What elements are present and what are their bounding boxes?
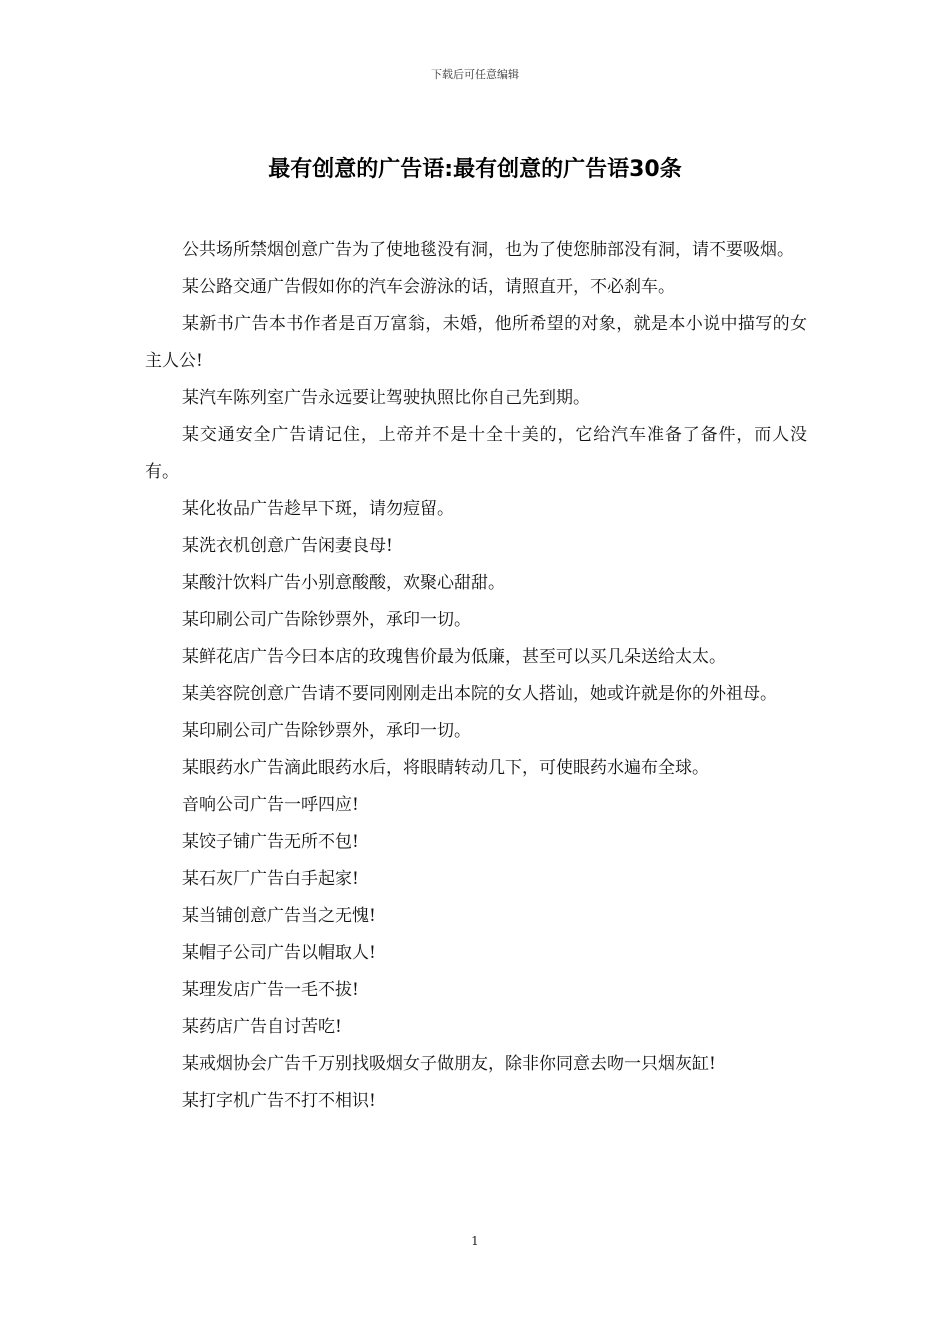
body-paragraph: 某汽车陈列室广告永远要让驾驶执照比你自己先到期。 — [182, 388, 590, 408]
page-number: 1 — [471, 1234, 479, 1248]
body-paragraph: 某美容院创意广告请不要同刚刚走出本院的女人搭讪，她或许就是你的外祖母。 — [182, 684, 777, 704]
body-paragraph: 某洗衣机创意广告闲妻良母! — [182, 536, 393, 556]
body-paragraph: 某印刷公司广告除钞票外，承印一切。 — [182, 721, 471, 741]
body-paragraph: 某饺子铺广告无所不包! — [182, 832, 359, 852]
body-paragraph: 某眼药水广告滴此眼药水后，将眼睛转动几下，可使眼药水遍布全球。 — [182, 758, 709, 778]
page-header-note: 下载后可任意编辑 — [431, 68, 519, 81]
body-paragraph: 某当铺创意广告当之无愧! — [182, 906, 376, 926]
body-paragraph: 某印刷公司广告除钞票外，承印一切。 — [182, 610, 471, 630]
body-paragraph: 某打字机广告不打不相识! — [182, 1091, 376, 1111]
body-paragraph: 某交通安全广告请记住，上帝并不是十全十美的，它给汽车准备了备件，而人没有。 — [145, 425, 807, 482]
body-paragraph: 某戒烟协会广告千万别找吸烟女子做朋友，除非你同意去吻一只烟灰缸! — [182, 1054, 716, 1074]
body-paragraph: 某酸汁饮料广告小别意酸酸，欢聚心甜甜。 — [182, 573, 505, 593]
body-paragraph: 某理发店广告一毛不拔! — [182, 980, 359, 1000]
body-paragraph: 某石灰厂广告白手起家! — [182, 869, 359, 889]
body-paragraph: 某化妆品广告趁早下斑，请勿痘留。 — [182, 499, 454, 519]
body-paragraph: 音响公司广告一呼四应! — [182, 795, 359, 815]
body-paragraph: 公共场所禁烟创意广告为了使地毯没有洞，也为了使您肺部没有洞，请不要吸烟。 — [182, 240, 794, 260]
document-title: 最有创意的广告语:最有创意的广告语30条 — [268, 157, 682, 182]
body-paragraph: 某帽子公司广告以帽取人! — [182, 943, 376, 963]
body-paragraph: 某药店广告自讨苦吃! — [182, 1017, 342, 1037]
document-body — [145, 232, 807, 1120]
body-paragraph: 某公路交通广告假如你的汽车会游泳的话，请照直开，不必刹车。 — [182, 277, 675, 297]
body-paragraph: 某新书广告本书作者是百万富翁，未婚，他所希望的对象，就是本小说中描写的女主人公! — [145, 314, 807, 371]
body-paragraph: 某鲜花店广告今曰本店的玫瑰售价最为低廉，甚至可以买几朵送给太太。 — [182, 647, 726, 667]
